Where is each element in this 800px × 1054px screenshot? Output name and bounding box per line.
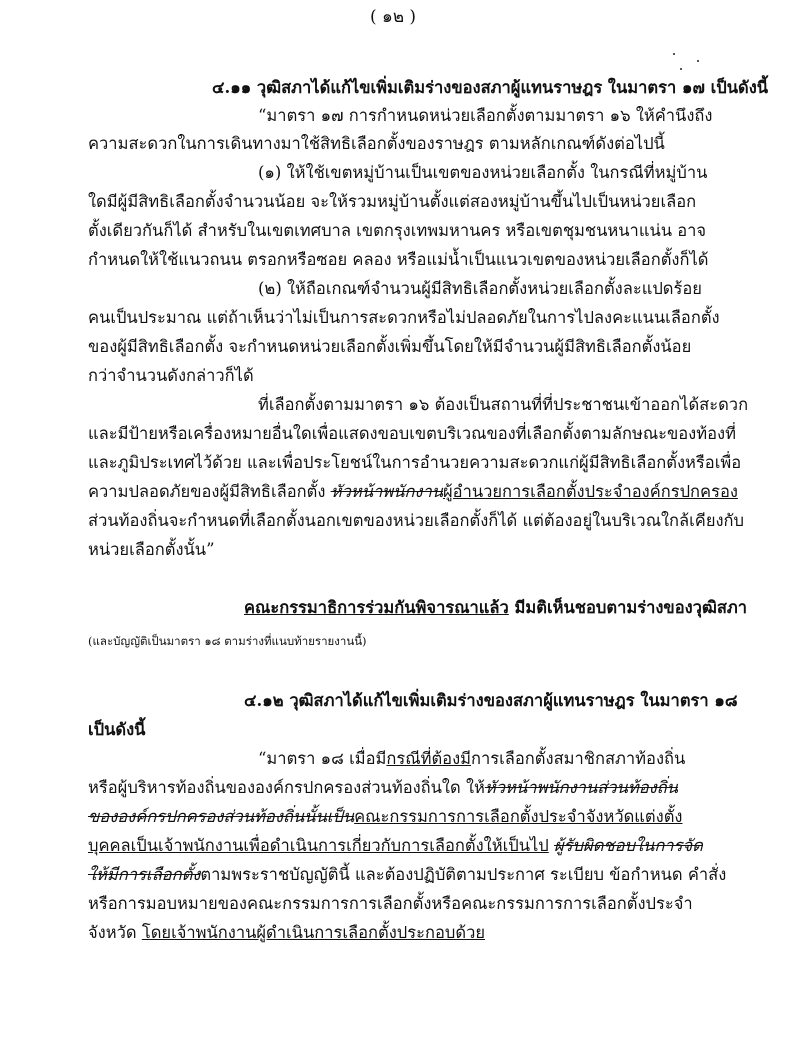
paragraph-line: หรือการมอบหมายของคณะกรรมการการเลือกตั้งหรือคณะกรรมการการเลือกตั้งประจำ bbox=[88, 894, 693, 913]
paragraph-line bbox=[88, 481, 738, 503]
paragraph-line: (๒) ให้ถือเกณฑ์จำนวนผู้มีสิทธิเลือกตั้งหน่วยเลือกตั้งละแปดร้อย bbox=[258, 279, 702, 298]
scan-speck bbox=[673, 53, 675, 55]
scan-speck bbox=[680, 68, 682, 70]
paragraph-line bbox=[88, 777, 678, 799]
section-4-12-heading: ๔.๑๒ วุฒิสภาได้แก้ไขเพิ่มเติมร่างของสภาผู้แทนราษฎร ในมาตรา ๑๘ bbox=[244, 691, 738, 710]
paragraph-line bbox=[258, 748, 685, 770]
plain-text: ความปลอดภัยของผู้มีสิทธิเลือกตั้ง bbox=[88, 482, 331, 501]
paragraph-line: “มาตรา ๑๗ การกำหนดหน่วยเลือกตั้งตามมาตรา ๑๖ ให้คำนึงถึง bbox=[258, 106, 713, 125]
struck-text: หัวหน้าพนักงาน bbox=[330, 482, 443, 501]
plain-text: หรือผู้บริหารท้องถิ่นขององค์กรปกครองส่วนท้องถิ่นใด ให้ bbox=[88, 778, 485, 797]
plain-text: จังหวัด bbox=[88, 923, 142, 942]
committee-label: คณะกรรมาธิการร่วมกันพิจารณาแล้ว bbox=[244, 598, 509, 617]
paragraph-line: กว่าจำนวนดังกล่าวก็ได้ bbox=[88, 366, 254, 385]
struck-text: ให้มีการเลือกตั้ง bbox=[88, 865, 201, 884]
scan-speck bbox=[697, 60, 699, 62]
paragraph-line: และมีป้ายหรือเครื่องหมายอื่นใดเพื่อแสดงขอบเขตบริเวณของที่เลือกตั้งตามลักษณะของท้องที่ bbox=[88, 424, 736, 443]
inserted-text: กรณีที่ต้องมี bbox=[386, 749, 472, 768]
inserted-text: ผู้อำนวยการเลือกตั้งประจำองค์กรปกครอง bbox=[443, 482, 738, 501]
inserted-text: คณะกรรมการการเลือกตั้งประจำจังหวัดแต่งตั้ง bbox=[354, 807, 683, 826]
struck-text: ขององค์กรปกครองส่วนท้องถิ่นนั้นเป็น bbox=[88, 807, 355, 826]
paragraph-line: คนเป็นประมาณ แต่ถ้าเห็นว่าไม่เป็นการสะดวกหรือไม่ปลอดภัยในการไปลงคะแนนเลือกตั้ง bbox=[88, 308, 720, 327]
plain-text: การเลือกตั้งสมาชิกสภาท้องถิ่น bbox=[471, 749, 686, 768]
committee-opinion bbox=[244, 597, 747, 619]
paragraph-line: ความสะดวกในการเดินทางมาใช้สิทธิเลือกตั้งของราษฎร ตามหลักเกณฑ์ดังต่อไปนี้ bbox=[88, 134, 665, 153]
committee-resolution: มีมติเห็นชอบตามร่างของวุฒิสภา bbox=[508, 598, 748, 617]
paragraph-line: และภูมิประเทศไว้ด้วย และเพื่อประโยชน์ในการอำนวยความสะดวกแก่ผู้มีสิทธิเลือกตั้งหรือเพื่อ bbox=[88, 453, 742, 472]
paragraph-line: ส่วนท้องถิ่นจะกำหนดที่เลือกตั้งนอกเขตของหน่วยเลือกตั้งก็ได้ แต่ต้องอยู่ในบริเวณใกล้เคียงกับ bbox=[88, 511, 745, 530]
section-4-11-heading: ๔.๑๑ วุฒิสภาได้แก้ไขเพิ่มเติมร่างของสภาผู้แทนราษฎร ในมาตรา ๑๗ เป็นดังนี้ bbox=[212, 78, 769, 97]
paragraph-line bbox=[88, 922, 485, 944]
paragraph-line: ใดมีผู้มีสิทธิเลือกตั้งจำนวนน้อย จะให้รวมหมู่บ้านตั้งแต่สองหมู่บ้านขึ้นไปเป็นหน่วยเลือก bbox=[88, 192, 697, 211]
paragraph-line bbox=[88, 864, 726, 886]
paragraph-line bbox=[88, 835, 703, 857]
inserted-text: บุคคลเป็นเจ้าพนักงานเพื่อดำเนินการเกี่ยวกับการเลือกตั้งให้เป็นไป bbox=[88, 836, 549, 855]
page-number: ( ๑๒ ) bbox=[370, 7, 417, 27]
plain-text: “มาตรา ๑๘ เมื่อมี bbox=[258, 749, 387, 768]
paragraph-line: กำหนดให้ใช้แนวถนน ตรอกหรือซอย คลอง หรือแม่น้ำเป็นแนวเขตของหน่วยเลือกตั้งก็ได้ bbox=[88, 250, 709, 269]
paragraph-line: ตั้งเดียวกันก็ได้ สำหรับในเขตเทศบาล เขตกรุงเทพมหานคร หรือเขตชุมชนหนาแน่น อาจ bbox=[88, 221, 707, 240]
struck-text: หัวหน้าพนักงานส่วนท้องถิ่น bbox=[484, 778, 678, 797]
paragraph-line: ที่เลือกตั้งตามมาตรา ๑๖ ต้องเป็นสถานที่ที่ประชาชนเข้าออกได้สะดวก bbox=[258, 395, 749, 414]
paragraph-line: (๑) ให้ใช้เขตหมู่บ้านเป็นเขตของหน่วยเลือกตั้ง ในกรณีที่หมู่บ้าน bbox=[258, 163, 708, 182]
committee-note: (และบัญญัติเป็นมาตรา ๑๘ ตามร่างที่แนบท้ายรายงานนี้) bbox=[88, 634, 367, 648]
struck-text: ผู้รับผิดชอบในการจัด bbox=[554, 836, 703, 855]
paragraph-line: ของผู้มีสิทธิเลือกตั้ง จะกำหนดหน่วยเลือกตั้งเพิ่มขึ้นโดยให้มีจำนวนผู้มีสิทธิเลือกตั้งน้อย bbox=[88, 337, 692, 356]
paragraph-line: หน่วยเลือกตั้งนั้น” bbox=[88, 540, 215, 559]
inserted-text: โดยเจ้าพนักงานผู้ดำเนินการเลือกตั้งประกอบด้วย bbox=[141, 923, 486, 942]
plain-text: ตามพระราชบัญญัตินี้ และต้องปฏิบัติตามประกาศ ระเบียบ ข้อกำหนด คำสั่ง bbox=[200, 865, 727, 884]
paragraph-line bbox=[88, 806, 682, 828]
section-4-12-heading-cont: เป็นดังนี้ bbox=[88, 720, 146, 739]
